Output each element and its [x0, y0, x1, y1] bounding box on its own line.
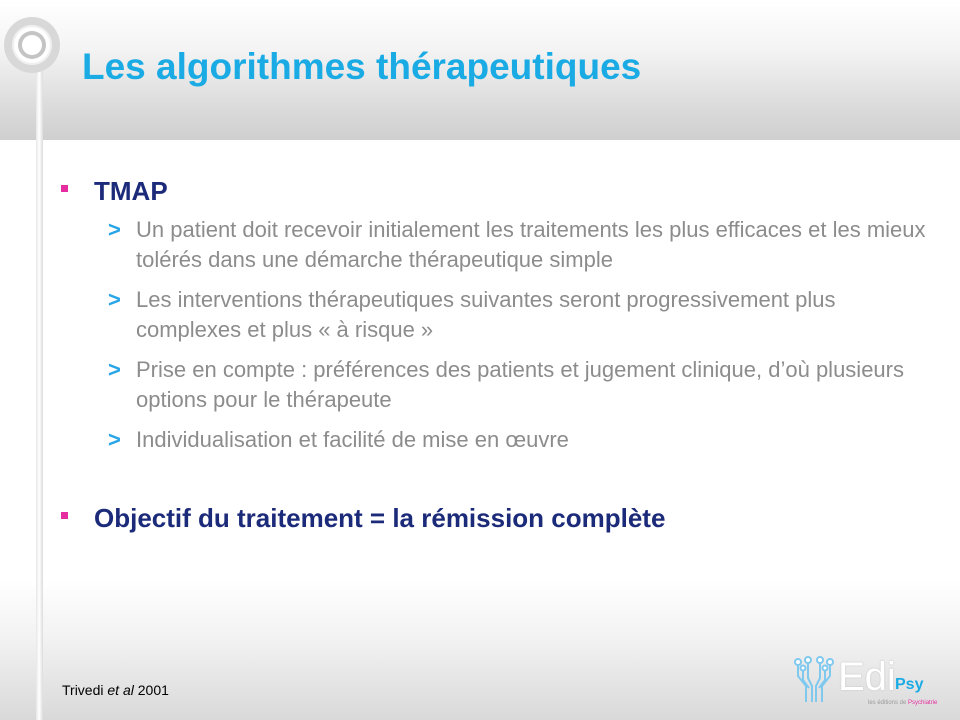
bullet-point — [108, 425, 936, 455]
citation: Trivedi et al 2001 — [62, 682, 169, 698]
slide-title: Les algorithmes thérapeutiques — [82, 46, 642, 87]
slide-content — [56, 176, 936, 534]
section-heading-tmap — [56, 176, 936, 207]
arrow-bullet-icon: > — [108, 357, 121, 382]
logo-tagline: les éditions de Psychiatrie — [868, 700, 938, 706]
arrow-bullet-icon: > — [108, 217, 121, 242]
logo-brand-suffix: Psy — [895, 676, 924, 693]
arrow-bullet-icon: > — [108, 427, 121, 452]
bullet-point — [108, 285, 936, 345]
logo-brand-main: Edi — [838, 655, 896, 699]
arrow-bullet-icon: > — [108, 287, 121, 312]
decorative-vertical-line — [36, 52, 43, 720]
bullet-point — [108, 355, 936, 415]
edipsy-logo — [788, 650, 948, 714]
section-heading-objectif — [56, 503, 936, 534]
square-bullet-icon — [61, 185, 68, 192]
bullet-point — [108, 215, 936, 275]
bullet-text: Un patient doit recevoir initialement les traitements les plus efficaces et les mieux tolérés dans une démarche thérapeutique simple — [136, 217, 926, 272]
section-heading-label: Objectif du traitement = la rémission complète — [94, 503, 666, 533]
circuit-logo-icon — [790, 656, 838, 706]
section-heading-label: TMAP — [94, 176, 168, 206]
bullet-text: Les interventions thérapeutiques suivantes seront progressivement plus complexes et plus « à risque » — [136, 287, 836, 342]
bullet-text: Prise en compte : préférences des patients et jugement clinique, d’où plusieurs options pour le thérapeute — [136, 357, 904, 412]
ring-icon — [4, 17, 60, 73]
square-bullet-icon — [61, 512, 68, 519]
bullet-text: Individualisation et facilité de mise en œuvre — [136, 427, 569, 452]
